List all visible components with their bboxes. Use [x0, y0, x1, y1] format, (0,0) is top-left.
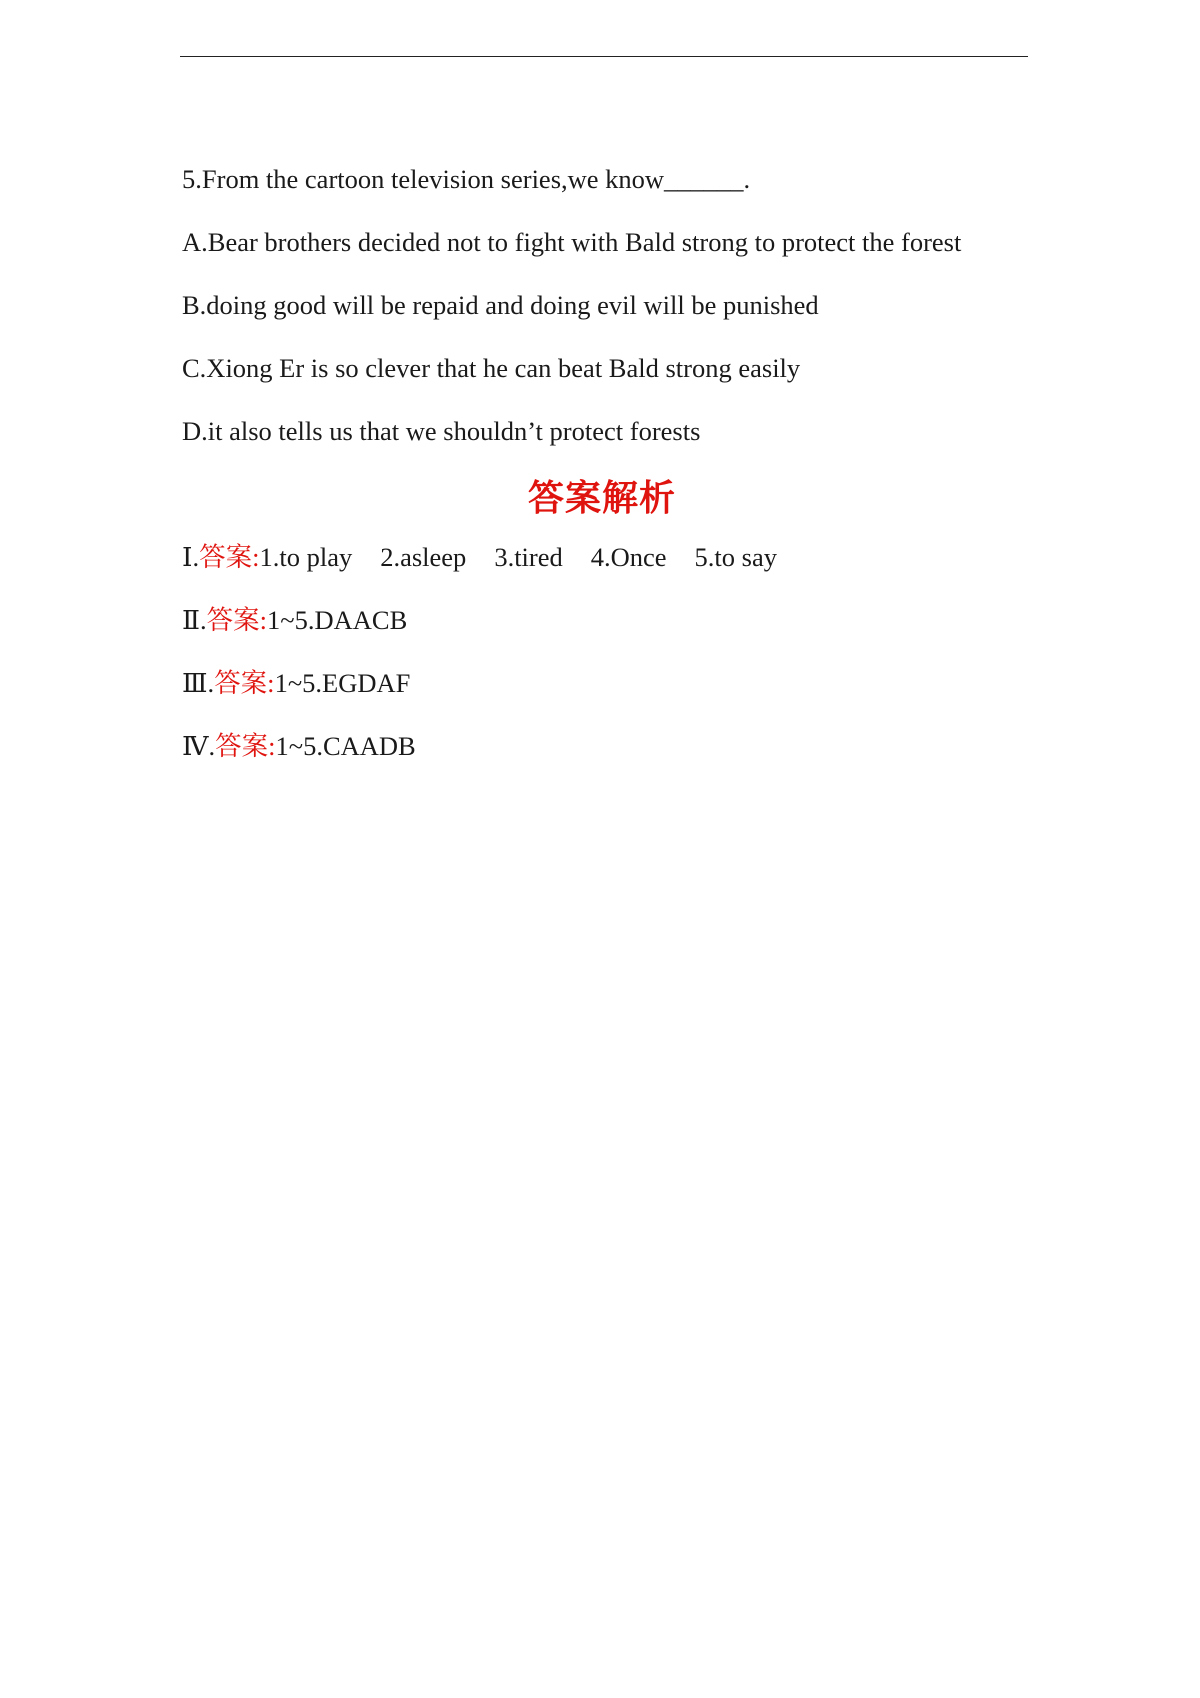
- option-a: A.Bear brothers decided not to fight with Bald strong to protect the forest: [182, 227, 962, 257]
- answer-label: 答案:: [215, 731, 276, 761]
- roman-numeral: Ⅰ.: [182, 542, 200, 572]
- header-rule: [180, 56, 1028, 57]
- answer-item: 4.Once: [590, 542, 667, 572]
- answer-label: 答案:: [199, 542, 260, 572]
- option-c: C.Xiong Er is so clever that he can beat Bald strong easily: [182, 353, 801, 383]
- question-stem: 5.From the cartoon television series,we know______.: [182, 164, 751, 194]
- answer-row-4: [182, 729, 416, 763]
- option-b: B.doing good will be repaid and doing evil will be punished: [182, 290, 819, 320]
- answer-text: 1~5.CAADB: [275, 731, 416, 761]
- answer-item: 1.to play: [259, 542, 353, 572]
- answer-row-3: [182, 666, 410, 700]
- answer-item: 5.to say: [694, 542, 777, 572]
- roman-numeral: Ⅱ.: [182, 605, 207, 635]
- answer-item: 2.asleep: [380, 542, 467, 572]
- answer-text: 1~5.DAACB: [267, 605, 408, 635]
- answer-label: 答案:: [214, 668, 275, 698]
- answer-item: 3.tired: [494, 542, 563, 572]
- roman-numeral: Ⅳ.: [182, 731, 216, 761]
- answers-title: 答案解析: [527, 478, 676, 519]
- answer-label: 答案:: [206, 605, 268, 635]
- answer-row-1: [182, 540, 777, 574]
- answer-text: 1~5.EGDAF: [274, 668, 411, 698]
- roman-numeral: Ⅲ.: [182, 668, 215, 698]
- answer-row-2: [182, 603, 407, 637]
- option-d: D.it also tells us that we shouldn’t protect forests: [182, 416, 701, 446]
